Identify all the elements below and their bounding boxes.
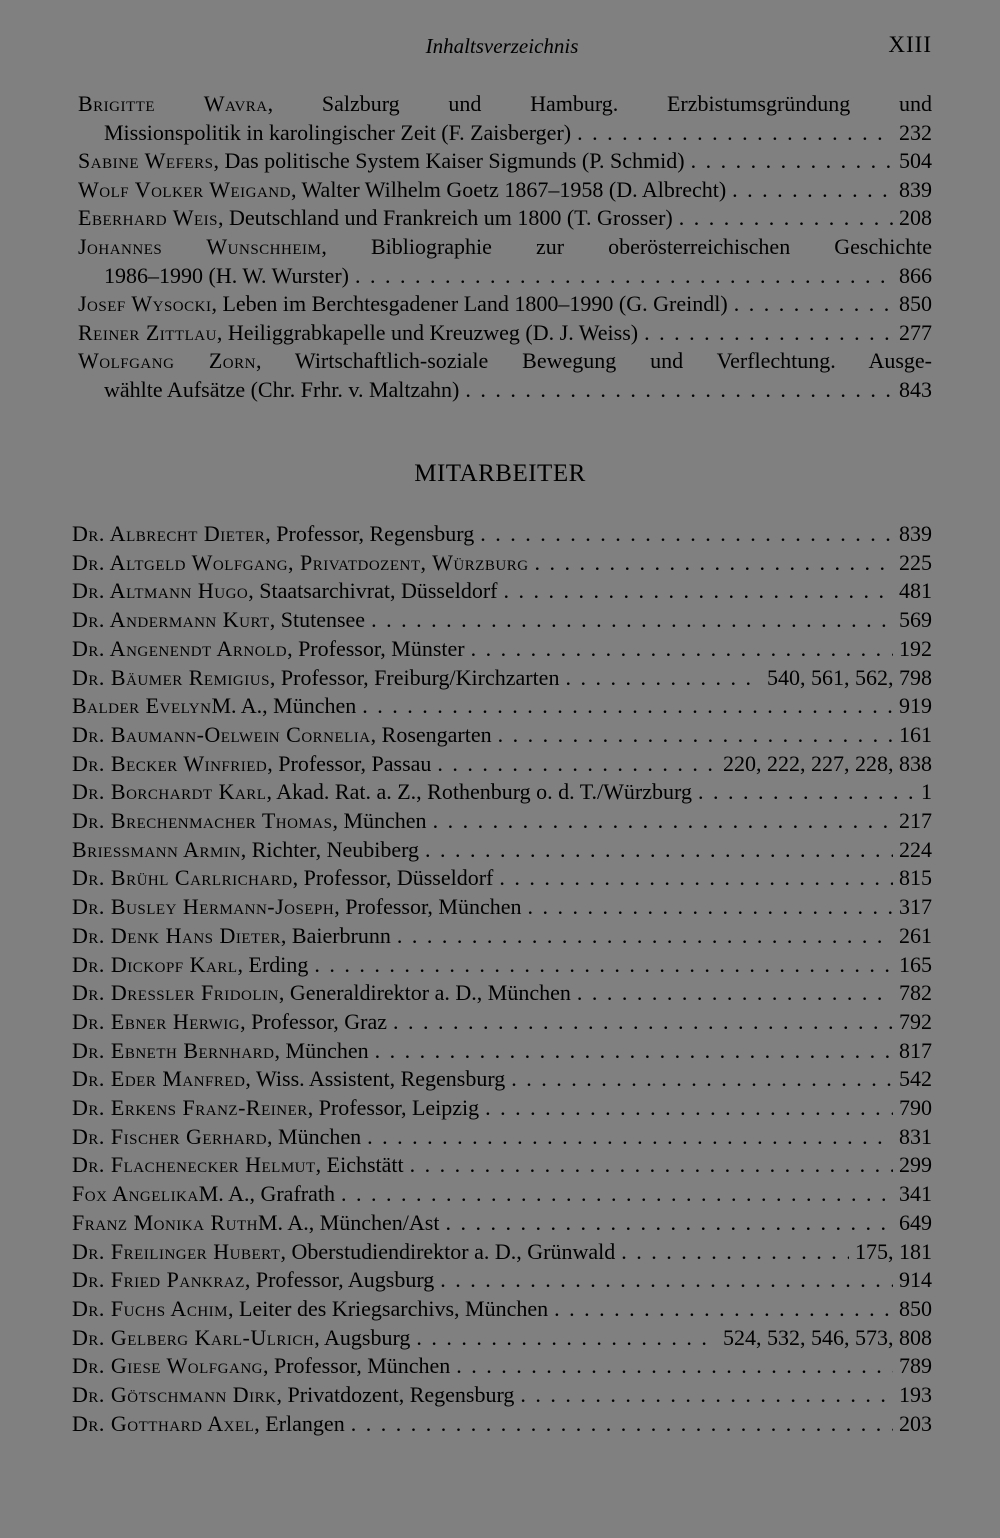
contributor-detail: , Eichstätt bbox=[315, 1152, 404, 1178]
review-entry bbox=[78, 233, 932, 290]
contributor-line bbox=[72, 1094, 932, 1123]
review-title-start: , Wirtschaftlich-soziale Bewegung und Verflechtung. Ausge- bbox=[255, 348, 932, 374]
contributor-detail: , Staatsarchivrat, Düsseldorf bbox=[248, 578, 498, 604]
contributor-entry bbox=[72, 549, 932, 578]
contributor-entry bbox=[72, 1151, 932, 1180]
contributor-line bbox=[72, 549, 932, 578]
review-page: 232 bbox=[899, 119, 932, 145]
leader-dots bbox=[520, 1381, 893, 1410]
contributor-line bbox=[72, 1238, 932, 1267]
contributor-name: Dr. Fuchs Achim bbox=[72, 1295, 228, 1321]
review-title-end: Missionspolitik in karolingischer Zeit (F. Zaisberger) bbox=[104, 119, 572, 145]
contributor-line bbox=[72, 750, 932, 779]
contributor-line bbox=[72, 721, 932, 750]
review-entry bbox=[78, 90, 932, 147]
contributor-line bbox=[72, 1410, 932, 1439]
review-page: 277 bbox=[899, 319, 932, 345]
review-title: , Walter Wilhelm Goetz 1867–1958 (D. Albrecht) bbox=[290, 176, 727, 202]
contributor-pages: 524, 532, 546, 573, 808 bbox=[723, 1324, 932, 1350]
contributor-entry bbox=[72, 864, 932, 893]
contributor-detail: M. A., Grafrath bbox=[198, 1181, 335, 1207]
contributor-entry bbox=[72, 692, 932, 721]
contributor-name: Dr. Gelberg Karl-Ulrich bbox=[72, 1324, 315, 1350]
leader-dots bbox=[341, 1180, 893, 1209]
contributor-detail: , Oberstudiendirektor a. D., Grünwald bbox=[280, 1238, 616, 1264]
contributor-entry bbox=[72, 635, 932, 664]
contributor-entry bbox=[72, 922, 932, 951]
contributor-entry bbox=[72, 979, 932, 1008]
contributor-line bbox=[72, 1180, 932, 1209]
contributor-line bbox=[72, 979, 932, 1008]
contributor-entry bbox=[72, 1324, 932, 1353]
review-author: Eberhard Weis bbox=[78, 205, 218, 231]
contributor-name: Fox Angelika bbox=[72, 1181, 199, 1207]
contributor-name: Dr. Andermann Kurt bbox=[72, 607, 270, 633]
leader-dots bbox=[433, 807, 893, 836]
contributor-detail: , Professor, Münster bbox=[287, 635, 465, 661]
contributor-line bbox=[72, 951, 932, 980]
review-entry bbox=[78, 290, 932, 319]
contributor-detail: , Professor, München bbox=[262, 1353, 451, 1379]
contributor-pages: 261 bbox=[899, 922, 932, 948]
contributor-name: Dr. Dressler Fridolin bbox=[72, 980, 279, 1006]
contributor-pages: 850 bbox=[899, 1295, 932, 1321]
contributor-pages: 542 bbox=[899, 1066, 932, 1092]
contributor-pages: 225 bbox=[899, 549, 932, 575]
review-author: Sabine Wefers bbox=[78, 148, 214, 174]
contributor-pages: 789 bbox=[899, 1353, 932, 1379]
review-author: Josef Wysocki bbox=[78, 291, 212, 317]
review-line bbox=[78, 176, 932, 205]
contributor-detail: M. A., München bbox=[211, 693, 357, 719]
contributor-pages: 175, 181 bbox=[855, 1238, 932, 1264]
contributor-line bbox=[72, 1037, 932, 1066]
contributor-name: Dr. Eder Manfred bbox=[72, 1066, 246, 1092]
leader-dots bbox=[362, 692, 893, 721]
contributor-line bbox=[72, 606, 932, 635]
leader-dots bbox=[465, 376, 893, 405]
contributor-entry bbox=[72, 1238, 932, 1267]
review-title-end: 1986–1990 (H. W. Wurster) bbox=[104, 262, 349, 288]
contributor-entry bbox=[72, 1352, 932, 1381]
contributor-pages: 1 bbox=[921, 779, 932, 805]
contributor-line bbox=[72, 520, 932, 549]
review-first-line bbox=[78, 90, 932, 119]
leader-dots bbox=[351, 1410, 893, 1439]
contributor-name: Dr. Baumann-Oelwein Cornelia bbox=[72, 721, 371, 747]
contributor-name: Franz Monika Ruth bbox=[72, 1209, 258, 1235]
contributor-pages: 165 bbox=[899, 951, 932, 977]
contributor-pages: 192 bbox=[899, 635, 932, 661]
review-title: , Das politische System Kaiser Sigmunds (P. Schmid) bbox=[213, 148, 685, 174]
review-line bbox=[78, 204, 932, 233]
contributor-detail: , Richter, Neubiberg bbox=[240, 836, 420, 862]
leader-dots bbox=[554, 1295, 893, 1324]
contributor-name: Dr. Busley Hermann-Joseph bbox=[72, 894, 335, 920]
contributor-name: Dr. Flachenecker Helmut bbox=[72, 1152, 316, 1178]
contributor-name: Dr. Fried Pankraz bbox=[72, 1267, 245, 1293]
contributor-name: Dr. Denk Hans Dieter bbox=[72, 922, 281, 948]
leader-dots bbox=[480, 520, 893, 549]
review-last-line bbox=[78, 376, 932, 405]
leader-dots bbox=[504, 577, 893, 606]
leader-dots bbox=[375, 1037, 893, 1066]
contributor-entry bbox=[72, 1266, 932, 1295]
review-title: , Deutschland und Frankreich um 1800 (T. Grosser) bbox=[217, 205, 673, 231]
contributor-pages: 815 bbox=[899, 865, 932, 891]
contributor-entry bbox=[72, 1065, 932, 1094]
contributor-line bbox=[72, 1352, 932, 1381]
contributor-line bbox=[72, 664, 932, 693]
leader-dots bbox=[440, 1266, 893, 1295]
review-last-line bbox=[78, 119, 932, 148]
contributor-line bbox=[72, 1295, 932, 1324]
contributor-pages: 919 bbox=[899, 693, 932, 719]
leader-dots bbox=[734, 290, 893, 319]
review-title-start: , Bibliographie zur oberösterreichischen Geschichte bbox=[321, 233, 932, 259]
leader-dots bbox=[698, 778, 915, 807]
leader-dots bbox=[397, 922, 893, 951]
leader-dots bbox=[410, 1151, 893, 1180]
contributor-detail: , Augsburg bbox=[314, 1324, 411, 1350]
page-number: XIII bbox=[888, 32, 932, 57]
contributor-name: Dr. Freilinger Hubert bbox=[72, 1238, 281, 1264]
leader-dots bbox=[691, 147, 893, 176]
contributor-entry bbox=[72, 1037, 932, 1066]
contributor-pages: 193 bbox=[899, 1382, 932, 1408]
leader-dots bbox=[471, 635, 893, 664]
review-entry bbox=[78, 319, 932, 348]
contributor-name: Dr. Erkens Franz-Reiner bbox=[72, 1095, 308, 1121]
contributor-detail: , Baierbrunn bbox=[280, 922, 391, 948]
leader-dots bbox=[445, 1209, 893, 1238]
leader-dots bbox=[314, 951, 893, 980]
contributor-name: Dr. Ebneth Bernhard bbox=[72, 1037, 275, 1063]
contributor-entry bbox=[72, 606, 932, 635]
contributor-detail: , Professor, Augsburg bbox=[244, 1267, 435, 1293]
contributor-detail: , Professor, München bbox=[334, 894, 522, 920]
contributor-detail: , München bbox=[332, 808, 427, 834]
contributor-pages: 341 bbox=[899, 1181, 932, 1207]
contributor-line bbox=[72, 1381, 932, 1410]
contributor-detail: , München bbox=[274, 1037, 369, 1063]
contributor-entry bbox=[72, 1381, 932, 1410]
contributor-pages: 317 bbox=[899, 894, 932, 920]
leader-dots bbox=[456, 1352, 893, 1381]
review-author: Wolf Volker Weigand bbox=[78, 176, 291, 202]
contributor-name: Dr. Gotthard Axel bbox=[72, 1410, 255, 1436]
review-entry bbox=[78, 204, 932, 233]
contributor-name: Dr. Dickopf Karl bbox=[72, 951, 238, 977]
contributor-entry bbox=[72, 577, 932, 606]
review-title-end: wählte Aufsätze (Chr. Frhr. v. Maltzahn) bbox=[104, 376, 460, 402]
running-head-title: Inhaltsverzeichnis bbox=[425, 34, 579, 58]
contributor-pages: 782 bbox=[899, 980, 932, 1006]
review-page: 866 bbox=[899, 262, 932, 288]
leader-dots bbox=[732, 176, 893, 205]
leader-dots bbox=[425, 836, 893, 865]
contributor-entry bbox=[72, 951, 932, 980]
contributor-name: Dr. Altmann Hugo bbox=[72, 578, 249, 604]
contributor-detail: , Professor, Leipzig bbox=[307, 1095, 480, 1121]
leader-dots bbox=[393, 1008, 893, 1037]
leader-dots bbox=[485, 1094, 893, 1123]
contributor-detail: M. A., München/Ast bbox=[257, 1209, 440, 1235]
leader-dots bbox=[499, 864, 893, 893]
contributor-entry bbox=[72, 1008, 932, 1037]
contributor-name: Dr. Altgeld Wolfgang, Privatdozent, Würzburg bbox=[72, 549, 529, 575]
contributor-detail: , Privatdozent, Regensburg bbox=[276, 1382, 515, 1408]
leader-dots bbox=[511, 1065, 893, 1094]
contributor-line bbox=[72, 1209, 932, 1238]
review-author: Brigitte Wavra bbox=[78, 91, 268, 116]
contributor-detail: , Generaldirektor a. D., München bbox=[278, 980, 571, 1006]
contributor-name: Dr. Götschmann Dirk bbox=[72, 1382, 277, 1408]
contributor-pages: 831 bbox=[899, 1123, 932, 1149]
contributor-line bbox=[72, 836, 932, 865]
contributor-entry bbox=[72, 664, 932, 693]
contributor-detail: , Professor, Passau bbox=[267, 750, 432, 776]
contributor-entry bbox=[72, 1180, 932, 1209]
leader-dots bbox=[535, 549, 893, 578]
contributor-detail: , Leiter des Kriegsarchivs, München bbox=[227, 1295, 549, 1321]
contributor-entry bbox=[72, 778, 932, 807]
contributor-pages: 569 bbox=[899, 607, 932, 633]
review-author: Wolfgang Zorn bbox=[78, 348, 256, 374]
contributor-entry bbox=[72, 1094, 932, 1123]
contributor-name: Dr. Fischer Gerhard bbox=[72, 1123, 268, 1149]
contributor-line bbox=[72, 1123, 932, 1152]
contributor-line bbox=[72, 692, 932, 721]
review-title: , Heiliggrabkapelle und Kreuzweg (D. J. Weiss) bbox=[216, 319, 639, 345]
contributor-entry bbox=[72, 750, 932, 779]
contributor-line bbox=[72, 1324, 932, 1353]
review-last-line bbox=[78, 262, 932, 291]
contributor-entry bbox=[72, 520, 932, 549]
review-line bbox=[78, 290, 932, 319]
contributor-pages: 540, 561, 562, 798 bbox=[767, 664, 932, 690]
contributor-line bbox=[72, 577, 932, 606]
contributor-pages: 161 bbox=[899, 721, 932, 747]
contributor-line bbox=[72, 922, 932, 951]
contributor-detail: , Rosengarten bbox=[370, 721, 492, 747]
review-page: 504 bbox=[899, 148, 932, 174]
contributor-line bbox=[72, 1065, 932, 1094]
contributor-pages: 914 bbox=[899, 1267, 932, 1293]
contributor-entry bbox=[72, 1123, 932, 1152]
review-page: 850 bbox=[899, 291, 932, 317]
review-line bbox=[78, 319, 932, 348]
review-entry bbox=[78, 347, 932, 404]
review-title-start: , Salzburg und Hamburg. Erzbistumsgründung und bbox=[267, 91, 932, 116]
review-author: Johannes Wunschheim bbox=[78, 233, 322, 259]
leader-dots bbox=[437, 750, 717, 779]
contributor-detail: , München bbox=[267, 1123, 362, 1149]
review-entry bbox=[78, 147, 932, 176]
review-page: 839 bbox=[899, 176, 932, 202]
contributor-entry bbox=[72, 1295, 932, 1324]
review-title: , Leben im Berchtesgadener Land 1800–1990 (G. Greindl) bbox=[211, 291, 728, 317]
contributor-pages: 217 bbox=[899, 808, 932, 834]
leader-dots bbox=[498, 721, 893, 750]
contributor-detail: , Akad. Rat. a. Z., Rothenburg o. d. T./Würzburg bbox=[266, 779, 692, 805]
contributor-name: Dr. Giese Wolfgang bbox=[72, 1353, 263, 1379]
contributor-line bbox=[72, 635, 932, 664]
contributor-detail: , Erding bbox=[237, 951, 309, 977]
contributor-entry bbox=[72, 893, 932, 922]
contributor-name: Briessmann Armin bbox=[72, 836, 241, 862]
contributor-name: Dr. Brühl Carlrichard bbox=[72, 865, 293, 891]
leader-dots bbox=[565, 664, 761, 693]
contributor-name: Dr. Ebner Herwig bbox=[72, 1008, 241, 1034]
contributor-line bbox=[72, 1266, 932, 1295]
contributor-name: Dr. Albrecht Dieter bbox=[72, 521, 266, 546]
contributor-pages: 792 bbox=[899, 1008, 932, 1034]
review-author: Reiner Zittlau bbox=[78, 319, 217, 345]
review-entry bbox=[78, 176, 932, 205]
contributor-pages: 481 bbox=[899, 578, 932, 604]
contributor-line bbox=[72, 1008, 932, 1037]
contributor-name: Dr. Bäumer Remigius bbox=[72, 664, 270, 690]
contributor-entry bbox=[72, 1209, 932, 1238]
running-header bbox=[72, 30, 932, 62]
contributor-detail: , Erlangen bbox=[254, 1410, 345, 1436]
contributor-detail: , Professor, Graz bbox=[240, 1008, 388, 1034]
leader-dots bbox=[355, 262, 893, 291]
contributor-pages: 817 bbox=[899, 1037, 932, 1063]
leader-dots bbox=[577, 979, 893, 1008]
reviews-list bbox=[72, 90, 932, 405]
contributor-pages: 839 bbox=[899, 521, 932, 546]
review-page: 208 bbox=[899, 205, 932, 231]
contributor-detail: , Stutensee bbox=[269, 607, 366, 633]
leader-dots bbox=[577, 119, 893, 148]
contributors-list bbox=[72, 520, 932, 1439]
leader-dots bbox=[367, 1123, 893, 1152]
contributor-detail: , Professor, Regensburg bbox=[265, 521, 475, 546]
contributor-name: Dr. Brechenmacher Thomas bbox=[72, 808, 333, 834]
review-first-line bbox=[78, 233, 932, 262]
contributor-line bbox=[72, 807, 932, 836]
contributor-line bbox=[72, 864, 932, 893]
contributor-name: Dr. Borchardt Karl bbox=[72, 779, 267, 805]
contributor-line bbox=[72, 893, 932, 922]
contributor-pages: 649 bbox=[899, 1209, 932, 1235]
contributor-entry bbox=[72, 1410, 932, 1439]
leader-dots bbox=[621, 1238, 849, 1267]
contributor-name: Dr. Becker Winfried bbox=[72, 750, 268, 776]
contributor-entry bbox=[72, 807, 932, 836]
contributor-name: Balder Evelyn bbox=[72, 693, 212, 719]
contributor-detail: , Professor, Düsseldorf bbox=[292, 865, 494, 891]
contributor-pages: 220, 222, 227, 228, 838 bbox=[723, 750, 932, 776]
contributor-name: Dr. Angenendt Arnold bbox=[72, 635, 288, 661]
contributor-pages: 790 bbox=[899, 1095, 932, 1121]
contributor-detail: , Wiss. Assistent, Regensburg bbox=[245, 1066, 506, 1092]
review-page: 843 bbox=[899, 376, 932, 402]
contributor-line bbox=[72, 778, 932, 807]
leader-dots bbox=[679, 204, 893, 233]
review-line bbox=[78, 147, 932, 176]
leader-dots bbox=[416, 1324, 717, 1353]
contributor-line bbox=[72, 1151, 932, 1180]
contributor-detail: , Professor, Freiburg/Kirchzarten bbox=[269, 664, 560, 690]
leader-dots bbox=[644, 319, 893, 348]
contributor-pages: 203 bbox=[899, 1410, 932, 1436]
contributor-entry bbox=[72, 721, 932, 750]
review-first-line bbox=[78, 347, 932, 376]
contributor-pages: 224 bbox=[899, 836, 932, 862]
leader-dots bbox=[371, 606, 893, 635]
contributor-entry bbox=[72, 836, 932, 865]
leader-dots bbox=[528, 893, 893, 922]
contributor-pages: 299 bbox=[899, 1152, 932, 1178]
contributors-heading: MITARBEITER bbox=[414, 460, 586, 487]
